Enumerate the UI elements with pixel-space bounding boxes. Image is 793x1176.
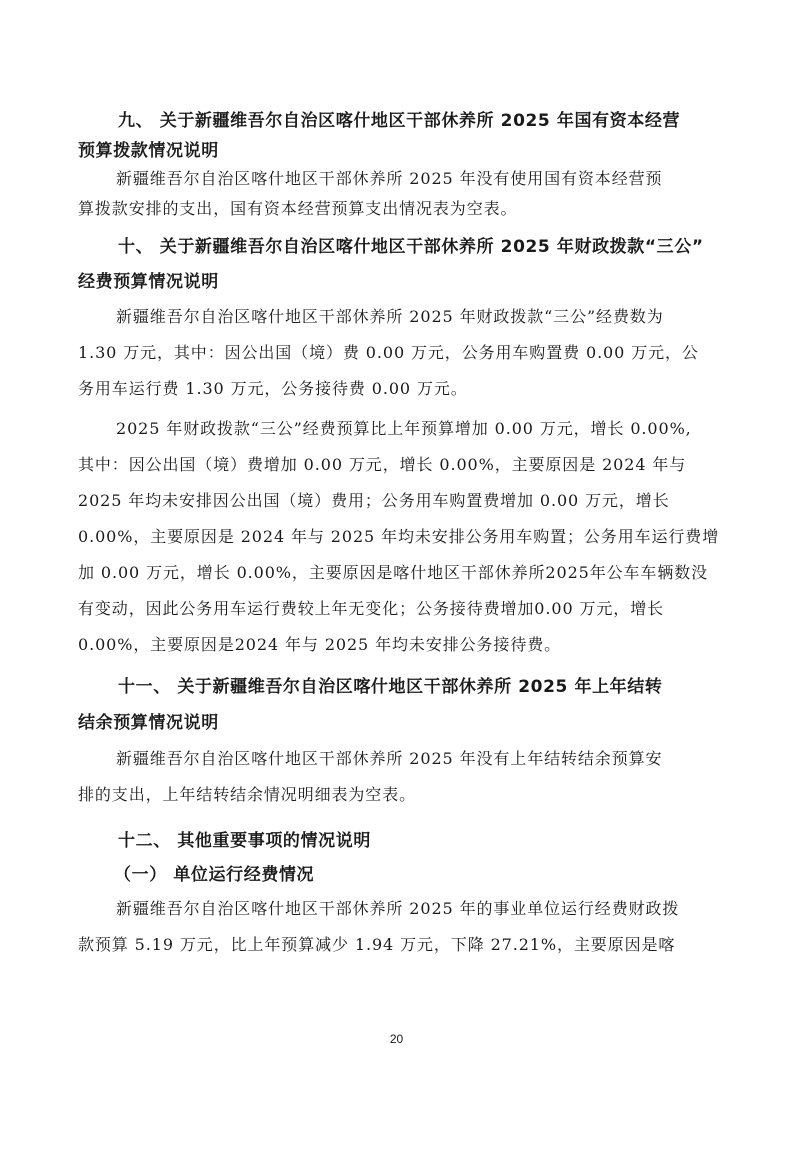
paragraph-line: 加 0.00 万元，增长 0.00%，主要原因是喀什地区干部休养所2025年公车车辆数没: [78, 563, 709, 582]
paragraph-line: 新疆维吾尔自治区喀什地区干部休养所 2025 年财政拨款“三公”经费数为: [116, 307, 664, 326]
paragraph-line: 新疆维吾尔自治区喀什地区干部休养所 2025 年没有上年结转结余预算安: [116, 749, 663, 768]
section-10-heading-cont: 经费预算情况说明: [78, 272, 219, 292]
section-9-heading: 九、 关于新疆维吾尔自治区喀什地区干部休养所 2025 年国有资本经营: [118, 111, 681, 131]
paragraph-line: 1.30 万元，其中：因公出国（境）费 0.00 万元，公务用车购置费 0.00 万元，公: [78, 343, 699, 362]
paragraph-line: 0.00%，主要原因是 2024 年与 2025 年均未安排公务用车购置；公务用车运行费增: [78, 527, 720, 546]
section-9-heading-cont: 预算拨款情况说明: [78, 141, 219, 161]
paragraph-line: 算拨款安排的支出，国有资本经营预算支出情况表为空表。: [78, 199, 518, 218]
section-11-heading: 十一、 关于新疆维吾尔自治区喀什地区干部休养所 2025 年上年结转: [118, 677, 663, 697]
section-11-heading-cont: 结余预算情况说明: [78, 713, 219, 733]
paragraph-line: 款预算 5.19 万元，比上年预算减少 1.94 万元，下降 27.21%，主要原因是喀: [78, 935, 676, 954]
paragraph-line: 2025 年均未安排因公出国（境）费用；公务用车购置费增加 0.00 万元，增长: [78, 491, 670, 510]
paragraph-line: 排的支出，上年结转结余情况明细表为空表。: [78, 785, 417, 804]
paragraph-line: 新疆维吾尔自治区喀什地区干部休养所 2025 年没有使用国有资本经营预: [116, 169, 663, 188]
paragraph-line: 其中：因公出国（境）费增加 0.00 万元，增长 0.00%，主要原因是 2024 年与: [78, 455, 687, 474]
page-number: 20: [389, 1032, 404, 1046]
paragraph-line: 0.00%，主要原因是2024 年与 2025 年均未安排公务接待费。: [78, 635, 562, 654]
section-12-heading: 十二、 其他重要事项的情况说明: [118, 831, 371, 851]
section-12-subheading: （一） 单位运行经费情况: [114, 865, 315, 885]
paragraph-line: 2025 年财政拨款“三公”经费预算比上年预算增加 0.00 万元，增长 0.00%,: [116, 419, 692, 438]
paragraph-line: 新疆维吾尔自治区喀什地区干部休养所 2025 年的事业单位运行经费财政拨: [116, 899, 680, 918]
paragraph-line: 务用车运行费 1.30 万元，公务接待费 0.00 万元。: [78, 379, 468, 398]
paragraph-line: 有变动，因此公务用车运行费较上年无变化；公务接待费增加0.00 万元，增长: [78, 599, 665, 618]
section-10-heading: 十、 关于新疆维吾尔自治区喀什地区干部休养所 2025 年财政拨款“三公”: [118, 237, 704, 257]
